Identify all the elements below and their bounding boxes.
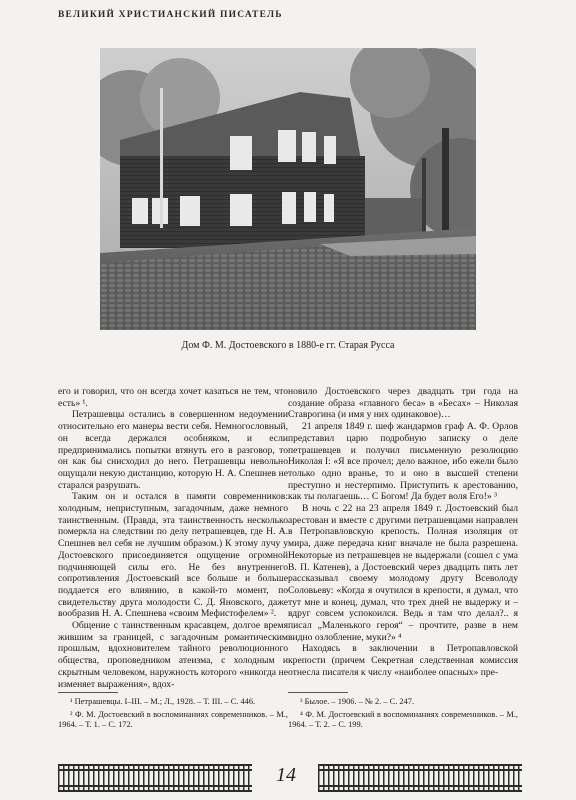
- paragraph: В ночь с 22 на 23 апреля 1849 г. Достоевский был арестован и вместе с другими петрашевцами направлен в Петропавловскую крепость. Полная изоляция от мира, даже передача книг вначале не была разрешена. Некоторые из петрашевцев не выдержали (сошел с ума В. П. Катенев), а Достоевский через двадцать пять лет рассказывал своему молодому другу Всеволоду Соловьеву: «Когда я очутился в крепости, я думал, что тут мне и конец, думал, что трех дней не выдержу и – вдруг совсем успокоился. Ведь я там что делал?.. я писал „Маленького героя“ – прочтите, разве в нем видно озлобление, муки?» ⁴: [288, 503, 518, 643]
- right-column: [288, 386, 518, 679]
- paragraph: Общение с таинственным красавцем, долгое время жившим за границей, с загадочным романтическим прошлым, вдохновителем тайного революционного общества, проповедником атеизма, с холодным и скрытным человеком, наружность которого «никогда не изменяет выражения», вдох-: [58, 620, 288, 690]
- paragraph: Петрашевцы остались в совершенном недоумении относительно его манеры вести себя. Немногословный, он всегда держался особняком, и если предпринимались попытки втянуть его в разговор, то он как бы снисходил до него. Петрашевцы невольно ощущали некую дистанцию, которую Н. А. Спешнев не старался разрушать.: [58, 409, 288, 491]
- footnote: ¹ Петрашевцы. I–III. – М.; Л., 1928. – Т. III. – С. 446.: [70, 697, 256, 706]
- paragraph: Находясь в заключении в Петропавловской крепости (причем Секретная следственная комиссия отнесла писателя к числу «наиболее опасных» пре-: [288, 643, 518, 678]
- running-title: ВЕЛИКИЙ ХРИСТИАНСКИЙ ПИСАТЕЛЬ: [58, 10, 283, 20]
- photo-caption: Дом Ф. М. Достоевского в 1880-е гг. Старая Русса: [181, 340, 395, 351]
- footnote: ² Ф. М. Достоевский в воспоминаниях современников. – М., 1964. – Т. 1. – С. 172.: [58, 709, 288, 729]
- footnote: ³ Былое. – 1906. – № 2. – С. 247.: [300, 697, 415, 706]
- paragraph: новило Достоевского через двадцать три года на создание образа «главного беса» в «Бесах» – Николая Ставрогина (и имя у них одинаковое)…: [288, 386, 518, 421]
- right-footnotes: [288, 697, 518, 733]
- paragraph: его и говорил, что он всегда хочет казаться не тем, что есть» ¹.: [58, 386, 288, 409]
- footnote-rule: [58, 692, 118, 693]
- page-number: 14: [276, 764, 296, 786]
- footer-ornament-right: [318, 764, 522, 792]
- paragraph: 21 апреля 1849 г. шеф жандармов граф А. Ф. Орлов представил царю подробную записку о деле петрашевцев и получил письменную резолюцию Николая I: «Я все прочел; дело важное, ибо ежели было только одно вранье, то и оно в высшей степени преступно и нестерпимо. Приступить к арестованию, как ты полагаешь… С Богом! Да будет воля Его!» ³: [288, 421, 518, 503]
- house-photo-illustration: [100, 48, 476, 330]
- paragraph: Таким он и остался в памяти современников: холодным, неприступным, загадочным, даже немного таинственным. (Правда, эта таинственность несколько померкла на следствии по делу петрашевцев, где Н. А. Спешнев вел себя не лучшим образом.) К этому лучу у Достоевского присоединяется ощущение огромной подчиняющей силы его. Не без внутреннего сопротивления Достоевский все больше и больше поддается его влиянию, в какой-то момент, по свидетельству друга молодости С. Д. Яновского, даже вообразив Н. А. Спешнева «своим Мефистофелем» ².: [58, 491, 288, 620]
- left-footnotes: [58, 697, 288, 733]
- footnote: ⁴ Ф. М. Достоевский в воспоминаниях современников. – М., 1964. – Т. 2. – С. 199.: [288, 709, 518, 729]
- left-column: [58, 386, 288, 690]
- footer-ornament-left: [58, 764, 252, 792]
- house-photograph: [100, 48, 476, 330]
- footnote-rule: [288, 692, 348, 693]
